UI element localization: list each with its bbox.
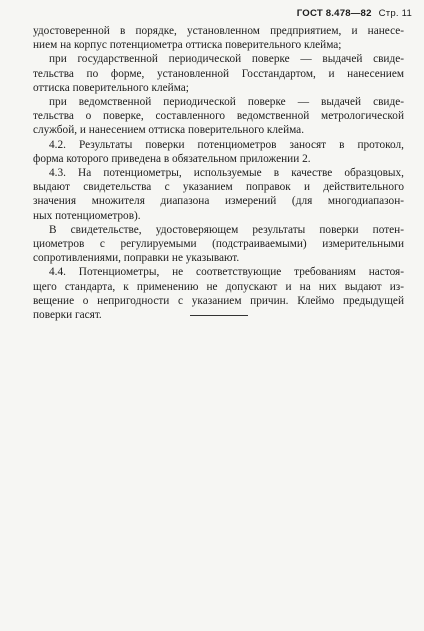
text-line: В свидетельстве, удостоверяющем результаты поверки потен- [49, 223, 404, 236]
text-line: тельства по форме, установленной Госстандартом, и нанесением [33, 67, 404, 80]
text-line: 4.2. Результаты поверки потенциометров заносят в протокол, [49, 138, 404, 151]
document-body [33, 24, 404, 322]
text-line: удостоверенной в порядке, установленном предприятием, и нанесе- [33, 25, 404, 37]
text-line: при ведомственной периодической поверке — выдачей свиде- [49, 96, 404, 109]
text-line: 4.4. Потенциометры, не соответствующие требованиям настоя- [49, 266, 404, 279]
text-line: выдают свидетельства с указанием поправок и действительного [33, 181, 404, 194]
text-line: 4.3. На потенциометры, используемые в качестве образцовых, [49, 167, 404, 180]
text-line: оттиска поверительного клейма; [33, 81, 189, 94]
text-line: поверки гасят. [33, 309, 102, 322]
text-line: вещение о непригодности с указанием причин. Клеймо предыдущей [33, 294, 404, 307]
text-line: службой, и нанесением оттиска поверительного клейма. [33, 124, 305, 137]
text-line: при государственной периодической поверке — выдачей свиде- [49, 53, 404, 66]
text-line: ных потенциометров). [33, 209, 141, 222]
standard-number: ГОСТ 8.478—82 [296, 8, 372, 19]
end-rule [190, 315, 248, 316]
text-line: форма которого приведена в обязательном приложении 2. [33, 152, 311, 165]
text-line: сопротивлениями, поправки не указывают. [33, 252, 240, 265]
page-header [40, 8, 412, 19]
text-line: нием на корпус потенциометра оттиска поверительного клейма; [33, 39, 342, 52]
text-line: тельства о поверке, составленного ведомственной метрологической [33, 110, 404, 123]
page-label: Стр. [378, 8, 399, 19]
text-line: щего стандарта, к применению не допускают и на них выдают из- [33, 280, 404, 293]
text-line: циометров с регулируемыми (подстраиваемыми) измерительными [33, 238, 404, 251]
page-number: 11 [401, 8, 412, 19]
text-line: значения множителя диапазона измерений (для многодиапазон- [33, 195, 404, 208]
